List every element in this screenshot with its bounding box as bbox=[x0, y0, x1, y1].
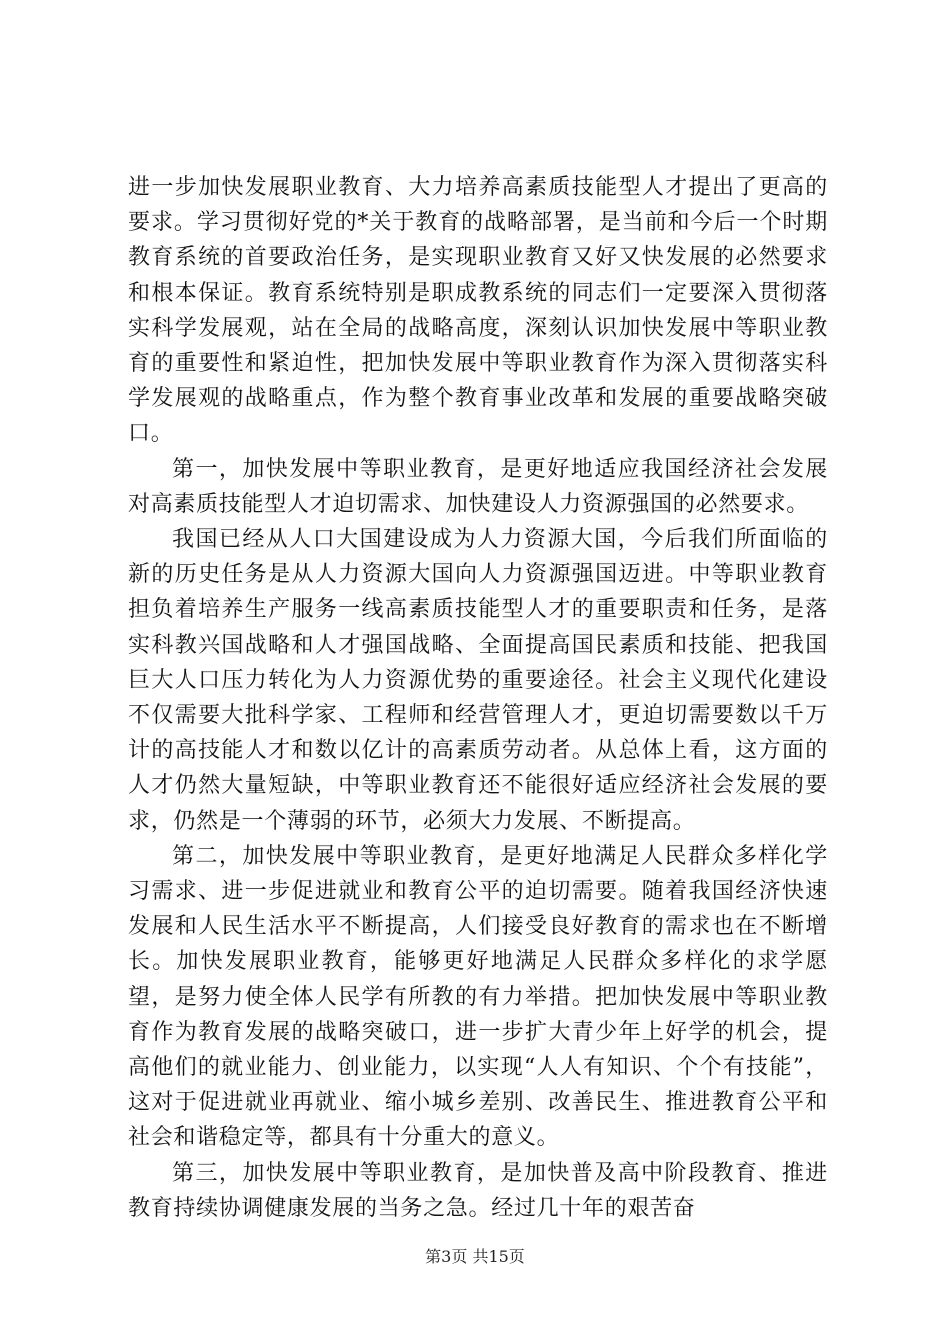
paragraph-point-two: 第二，加快发展中等职业教育，是更好地满足人民群众多样化学习需求、进一步促进就业和教育公平的迫切需要。随着我国经济快速发展和人民生活水平不断提高，人们接受良好教育的需求也在不断增长。加快发展职业教育，能够更好地满足人民群众多样化的求学愿望，是努力使全体人民学有所教的有力举措。把加快发展中等职业教育作为教育发展的战略突破口，进一步扩大青少年上好学的机会，提高他们的就业能力、创业能力，以实现“人人有知识、个个有技能”，这对于促进就业再就业、缩小城乡差别、改善民生、推进教育公平和社会和谐稳定等，都具有十分重大的意义。 bbox=[128, 843, 828, 1151]
paragraph-human-resources: 我国已经从人口大国建设成为人力资源大国，今后我们所面临的新的历史任务是从人力资源大国向人力资源强国迈进。中等职业教育担负着培养生产服务一线高素质技能型人才的重要职责和任务，是落实科教兴国战略和人才强国战略、全面提高国民素质和技能、把我国巨大人口压力转化为人力资源优势的重要途径。社会主义现代化建设不仅需要大批科学家、工程师和经营管理人才，更迫切需要数以千万计的高技能人才和数以亿计的高素质劳动者。从总体上看，这方面的人才仍然大量短缺，中等职业教育还不能很好适应经济社会发展的要求，仍然是一个薄弱的环节，必须大力发展、不断提高。 bbox=[128, 527, 828, 834]
paragraph-point-three: 第三，加快发展中等职业教育，是加快普及高中阶段教育、推进教育持续协调健康发展的当务之急。经过几十年的艰苦奋 bbox=[128, 1160, 828, 1221]
document-body bbox=[128, 170, 828, 1226]
paragraph-continuation: 进一步加快发展职业教育、大力培养高素质技能型人才提出了更高的要求。学习贯彻好党的*关于教育的战略部署，是当前和今后一个时期教育系统的首要政治任务，是实现职业教育又好又快发展的必然要求和根本保证。教育系统特别是职成教系统的同志们一定要深入贯彻落实科学发展观，站在全局的战略高度，深刻认识加快发展中等职业教育的重要性和紧迫性，把加快发展中等职业教育作为深入贯彻落实科学发展观的战略重点，作为整个教育事业改革和发展的重要战略突破口。 bbox=[128, 175, 828, 447]
paragraph-point-one: 第一，加快发展中等职业教育，是更好地适应我国经济社会发展对高素质技能型人才迫切需求、加快建设人力资源强国的必然要求。 bbox=[128, 456, 828, 517]
page-number-footer: 第3页 共15页 bbox=[425, 1247, 525, 1266]
